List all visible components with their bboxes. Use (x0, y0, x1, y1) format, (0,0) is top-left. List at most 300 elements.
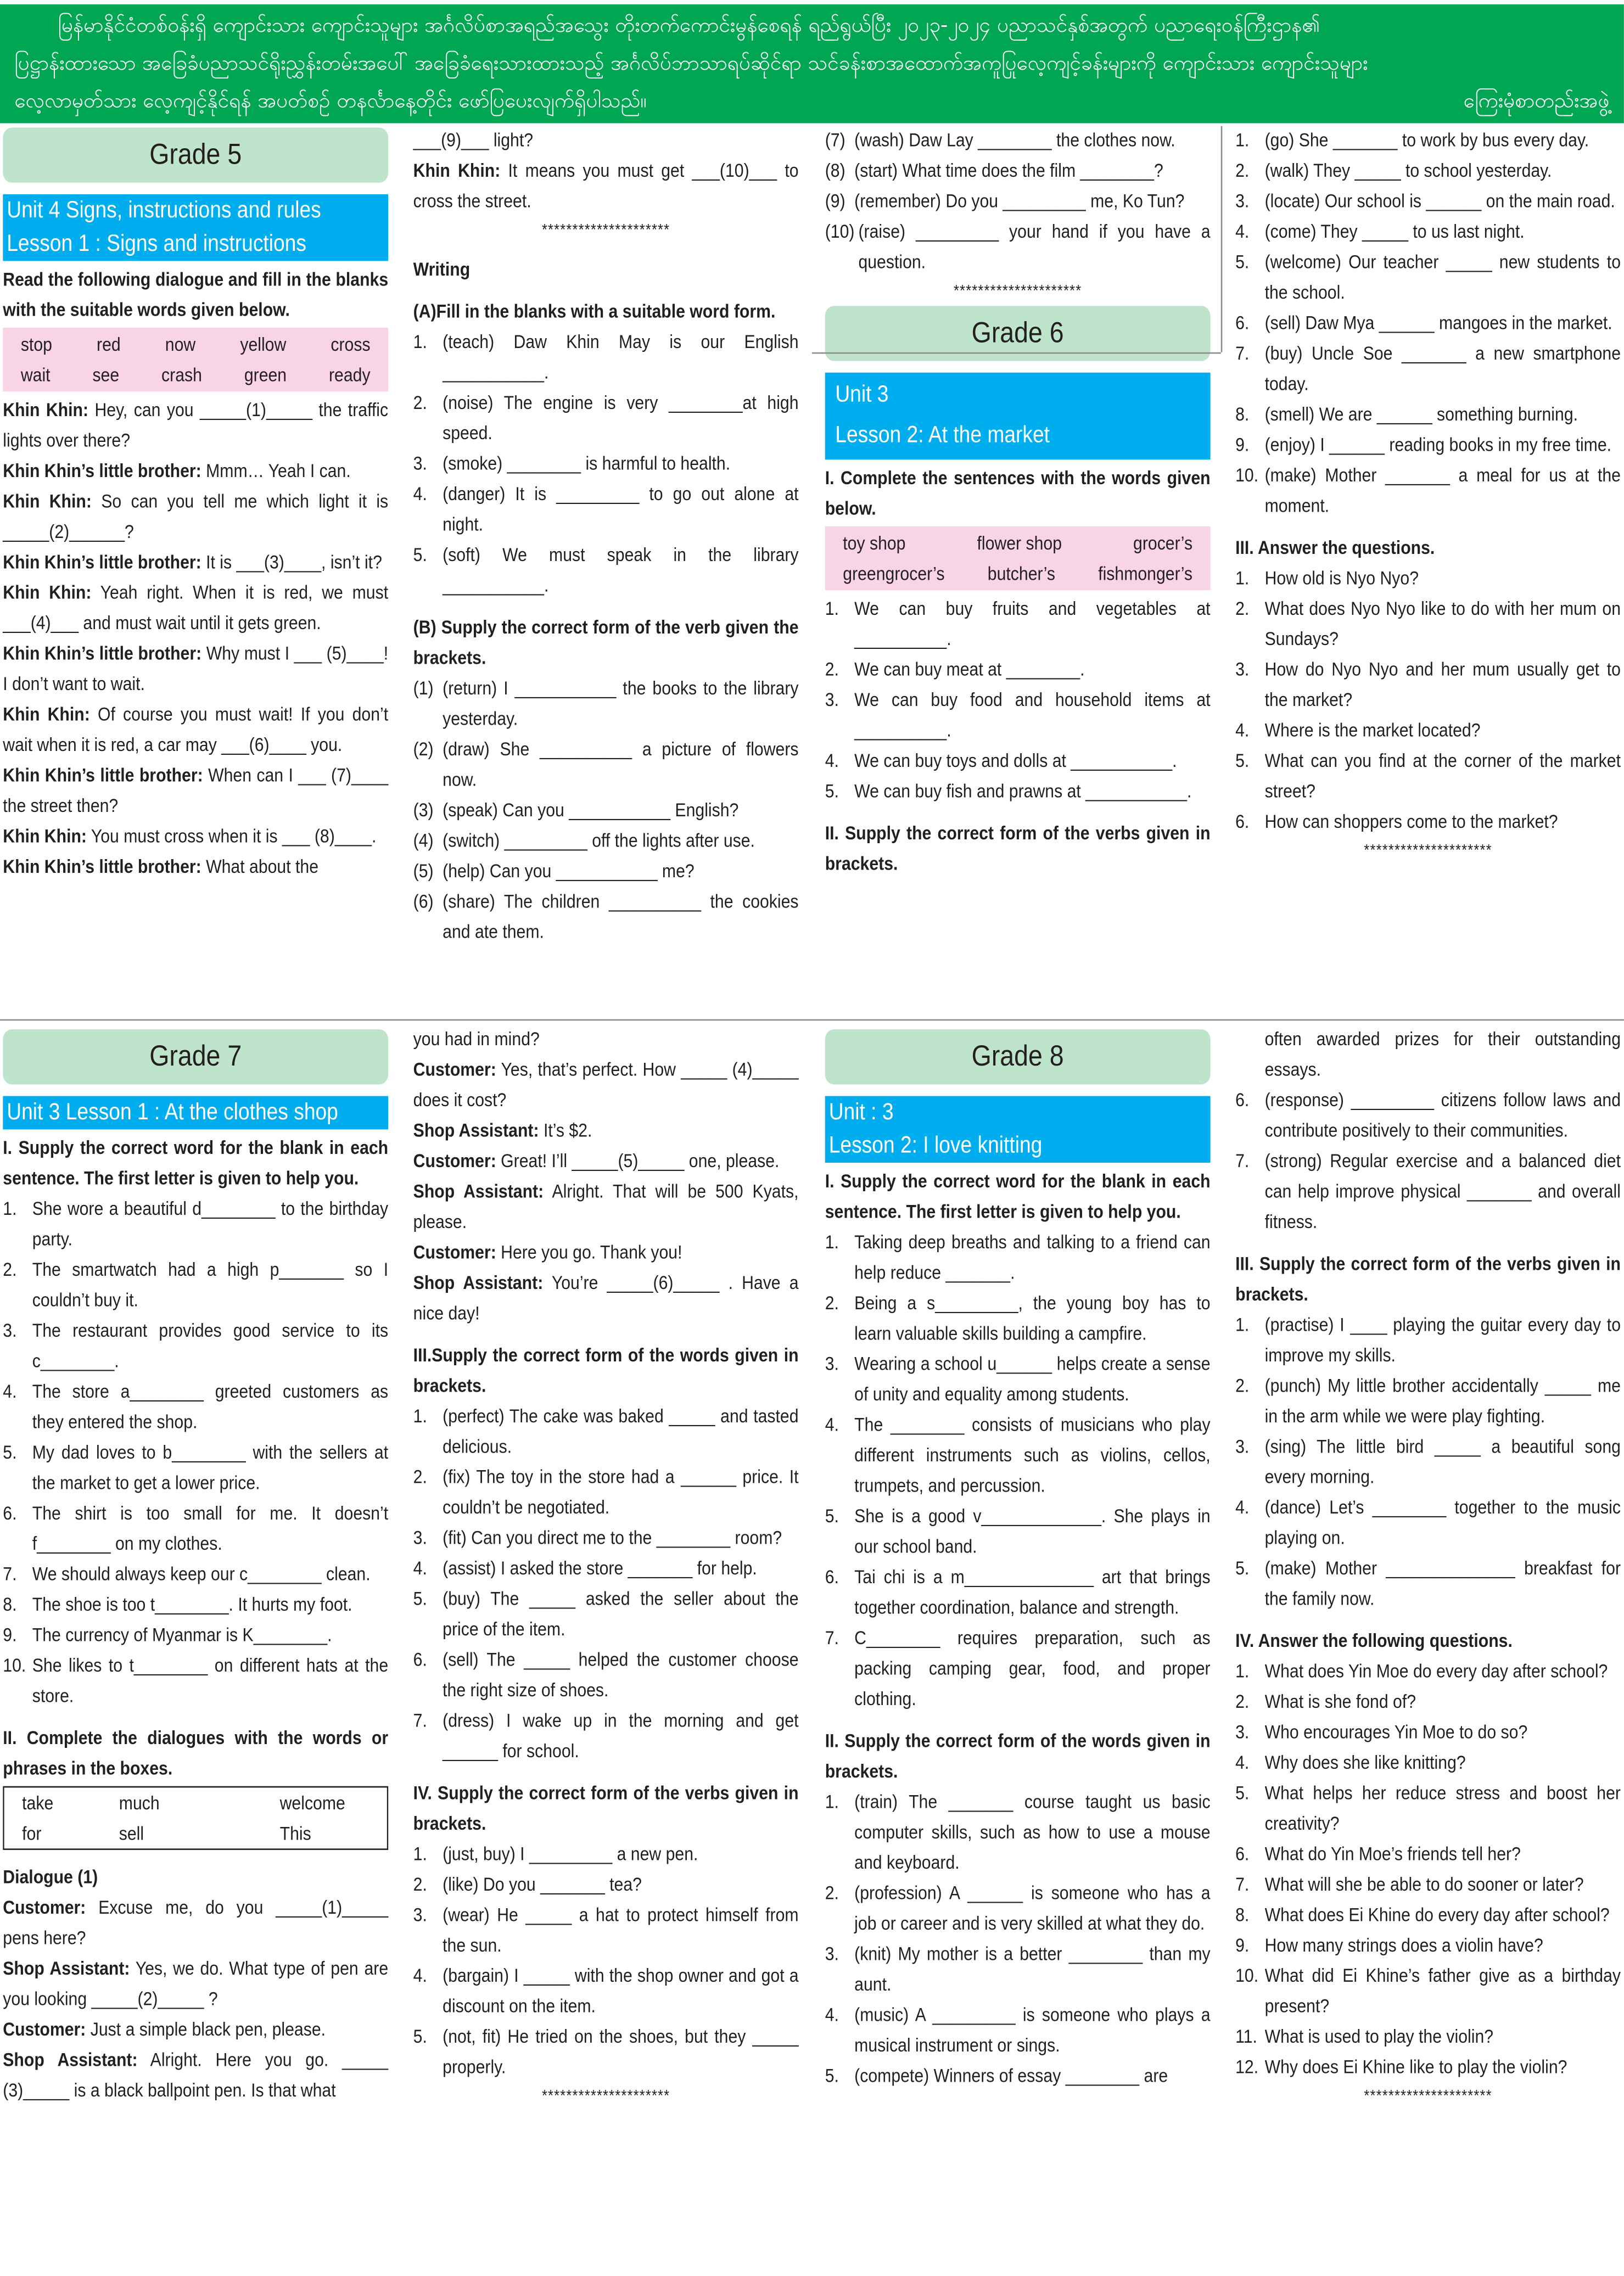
item-number: (9) (825, 189, 845, 212)
exercise-item (825, 593, 1211, 654)
grade7-continued-column (413, 1024, 799, 2111)
item-text: (music) A _________ is someone who plays a musical instrument or sings. (854, 2003, 1211, 2056)
exercise-item (413, 672, 799, 733)
item-number: 5. (825, 1505, 839, 1527)
item-number: 3. (3, 1319, 17, 1341)
dialogue-text: So can you tell me which light it is _____(2)______? (3, 490, 389, 542)
separator-stars: ********************* (1364, 2088, 1492, 2105)
item-number: 5. (413, 1587, 427, 1610)
section-heading: II. Supply the correct form of the verbs given in brackets. (825, 822, 1211, 874)
item-number: 2. (1235, 597, 1250, 619)
dialogue-text: Alright. Here you go. _____ (3)_____ is a black ballpoint pen. Is that what (3, 2048, 389, 2101)
word-option: This (279, 1822, 311, 1845)
item-text: (soft) We must speak in the library ___________. (443, 543, 799, 596)
exercise-item (413, 886, 799, 947)
section-heading: IV. Answer the following questions. (1235, 1629, 1513, 1652)
exercise-item (413, 1899, 799, 1960)
item-number: (3) (413, 799, 434, 821)
item-number: 5. (1235, 1781, 1250, 1804)
exercise-item (825, 1561, 1211, 1622)
item-text: She is a good v_____________. She plays in our school band. (854, 1505, 1211, 1557)
exercise-item (1235, 806, 1621, 836)
item-text: Tai chi is a m______________ art that brings together coordination, balance and strength. (854, 1566, 1211, 1618)
section-heading: I. Supply the correct word for the blank in each sentence. The first letter is given to help you. (825, 1170, 1211, 1223)
item-text: The smartwatch had a high p_______ so I couldn’t buy it. (32, 1258, 389, 1311)
section-heading: (B) Supply the correct form of the verb given the brackets. (413, 616, 799, 669)
dialogue-text: You’re _____(6)_____ . Have a nice day! (413, 1271, 799, 1324)
exercise-item (825, 654, 1211, 684)
grade-title: Grade 8 (825, 1029, 1211, 1084)
item-text: (not, fit) He tried on the shoes, but they _____ properly. (443, 2025, 799, 2078)
exercise-item (1235, 1686, 1621, 1716)
item-text: (draw) She __________ a picture of flowers now. (443, 738, 799, 791)
item-text: She wore a beautiful d________ to the birthday party. (32, 1197, 389, 1250)
section-heading: IV. Supply the correct form of the verbs given in brackets. (413, 1781, 799, 1834)
item-number: 7. (413, 1709, 427, 1731)
word-box-row (843, 528, 1192, 558)
dialogue-text: Just a simple black pen, please. (86, 2018, 326, 2040)
section-heading: Read the following dialogue and fill in the blanks with the suitable words given below. (3, 268, 389, 321)
exercise-item (1235, 1838, 1621, 1869)
exercise-item (413, 1644, 799, 1705)
item-number: 7. (825, 1627, 839, 1649)
item-text: (like) Do you _______ tea? (443, 1873, 642, 1895)
dialogue-text: Why must I ___ (5)____! I don’t want to wait. (3, 642, 389, 695)
item-number: 6. (1235, 1842, 1250, 1865)
item-text: The restaurant provides good service to its c________. (32, 1319, 389, 1372)
exercise-item (413, 387, 799, 448)
dialogue-line (3, 851, 388, 881)
item-number: 2. (825, 658, 839, 680)
item-number: 9. (1235, 433, 1250, 456)
item-number: (7) (825, 129, 845, 151)
unit-banner (3, 1096, 388, 1130)
exercise-item (413, 733, 799, 794)
item-number: 2. (413, 1873, 427, 1895)
item-number: 10. (3, 1654, 26, 1676)
exercise-item (825, 186, 1211, 216)
word-option: sell (119, 1822, 144, 1845)
word-option: greengrocer’s (843, 562, 945, 585)
item-text: Taking deep breaths and talking to a friend can help reduce _______. (854, 1231, 1211, 1283)
exercise-item (3, 1559, 388, 1589)
item-number: 2. (1235, 1690, 1250, 1713)
word-option: toy shop (843, 532, 906, 554)
dialogue-line (413, 1237, 799, 1267)
item-number: 8. (1235, 403, 1250, 425)
word-option: butcher’s (987, 562, 1055, 585)
item-number: (4) (413, 829, 434, 851)
word-box (3, 328, 388, 391)
exercise-item (825, 776, 1211, 806)
dialogue-line (413, 1024, 799, 1054)
dialogue-line (3, 2044, 388, 2105)
exercise-item (413, 1461, 799, 1522)
word-option: red (97, 333, 121, 356)
intro-banner (0, 4, 1624, 124)
exercise-item (1235, 186, 1621, 216)
exercise-item (413, 479, 799, 540)
exercise-item (1235, 125, 1621, 155)
dialogue-text: ___(9)___ light? (413, 129, 534, 151)
item-text: (smoke) ________ is harmful to health. (443, 452, 731, 474)
item-number: 1. (413, 330, 427, 352)
grade8-column (825, 1029, 1211, 2090)
section-heading: II. Supply the correct form of the words given in brackets. (825, 1729, 1211, 1782)
speaker-name: Customer: (3, 2018, 86, 2040)
exercise-item (825, 216, 1211, 277)
item-number: 4. (1235, 719, 1250, 741)
item-text: What can you find at the corner of the market street? (1264, 749, 1621, 802)
item-number: 5. (1235, 250, 1250, 273)
dialogue-line (3, 577, 388, 638)
exercise-item (825, 1622, 1211, 1713)
item-text: Who encourages Yin Moe to do so? (1264, 1720, 1528, 1743)
word-option: green (244, 363, 287, 386)
item-text: (welcome) Our teacher _____ new students to the school. (1264, 250, 1621, 303)
exercise-item (1235, 1869, 1621, 1899)
exercise-item (1235, 246, 1621, 307)
unit-banner-line: Unit 3 (835, 383, 889, 408)
unit-banner-line: Lesson 1 : Signs and instructions (7, 232, 306, 257)
dialogue-text: Yes, we do. What type of pen are you looking _____(2)_____ ? (3, 1957, 389, 2010)
dialogue-text: Here you go. Thank you! (496, 1241, 682, 1263)
exercise-item (825, 2060, 1211, 2090)
grade5-column (3, 127, 388, 881)
exercise-item (3, 1437, 388, 1498)
section-heading: II. Complete the dialogues with the words or phrases in the boxes. (3, 1726, 389, 1779)
item-number: 6. (1235, 1089, 1250, 1111)
item-text: (strong) Regular exercise and a balanced diet can help improve physical _______ and overall fitness. (1264, 1150, 1621, 1232)
separator-stars: ********************* (953, 282, 1082, 300)
exercise-item (825, 1348, 1211, 1409)
exercise-item (825, 1999, 1211, 2060)
word-option: welcome (279, 1792, 345, 1814)
exercise-item (825, 125, 1211, 155)
item-number: 5. (1235, 749, 1250, 772)
item-text: (response) _________ citizens follow laws and contribute positively to their communities. (1264, 1089, 1621, 1141)
item-number: 10. (1235, 1964, 1259, 1987)
item-text: We should always keep our c________ clean. (32, 1562, 371, 1585)
item-text: (fit) Can you direct me to the ________ room? (443, 1526, 782, 1549)
exercise-item (1235, 1553, 1621, 1614)
item-text: Being a s_________, the young boy has to learn valuable skills building a campfire. (854, 1292, 1211, 1344)
exercise-item (1235, 654, 1621, 715)
item-number: 2. (413, 391, 427, 413)
unit-banner-line: Unit : 3 (828, 1100, 894, 1125)
item-text: (raise) _________ your hand if you have a question. (858, 220, 1211, 273)
dialogue-line (3, 394, 388, 455)
item-number: 1. (825, 1231, 839, 1253)
item-text: (dance) Let’s ________ together to the music playing on. (1264, 1496, 1621, 1549)
section-heading: Writing (413, 258, 471, 280)
item-number: 5. (413, 543, 427, 565)
item-number: 9. (1235, 1934, 1250, 1956)
item-number: (1) (413, 677, 434, 699)
exercise-item (1235, 1370, 1621, 1431)
item-number: (10) (825, 220, 855, 243)
item-text: (buy) The _____ asked the seller about the price of the item. (443, 1587, 799, 1640)
item-number: 5. (3, 1441, 17, 1463)
item-number: 1. (413, 1405, 427, 1427)
dialogue-text: Of course you must wait! If you don’t wait when it is red, a car may ___(6)____ you. (3, 703, 389, 755)
box-border-right (1221, 126, 1223, 352)
item-number: 7. (1235, 1873, 1250, 1895)
word-option: wait (20, 363, 51, 386)
dialogue-line (3, 547, 388, 577)
exercise-item (1235, 1747, 1621, 1777)
item-text: (sell) The _____ helped the customer choose the right size of shoes. (443, 1648, 799, 1701)
dialogue-text: Alright. That will be 500 Kyats, please. (413, 1180, 799, 1232)
word-box-row (21, 360, 371, 390)
dialogue-line (413, 1267, 799, 1328)
word-option: cross (331, 333, 371, 356)
exercise-item (413, 825, 799, 855)
exercise-item (825, 1287, 1211, 1348)
speaker-name: Customer: (413, 1058, 496, 1080)
word-option: much (119, 1792, 160, 1814)
item-text: The currency of Myanmar is K________. (32, 1623, 332, 1646)
exercise-item (1235, 1930, 1621, 1960)
exercise-item (1235, 1024, 1621, 1085)
dialogue-text: Mmm… Yeah I can. (201, 459, 351, 481)
item-text: How many strings does a violin have? (1264, 1934, 1543, 1956)
item-number: 12. (1235, 2055, 1259, 2078)
item-text: (smell) We are ______ something burning. (1264, 403, 1578, 425)
speaker-name: Khin Khin’s little brother: (3, 459, 201, 481)
exercise-item (413, 1838, 799, 1869)
exercise-item (1235, 745, 1621, 806)
exercise-item (3, 1315, 388, 1376)
exercise-item (413, 539, 799, 600)
item-number: 6. (3, 1502, 17, 1524)
dialogue-line (3, 638, 388, 699)
exercise-item (413, 2021, 799, 2082)
exercise-item (1235, 715, 1621, 745)
item-text: What do Yin Moe’s friends tell her? (1264, 1842, 1521, 1865)
dialogue-text: What about the (201, 855, 319, 877)
item-text: Wearing a school u______ helps create a sense of unity and equality among students. (854, 1353, 1211, 1405)
item-text: (remember) Do you _________ me, Ko Tun? (854, 189, 1185, 212)
item-text: The shirt is too small for me. It doesn’t f________ on my clothes. (32, 1502, 389, 1555)
speaker-name: Shop Assistant: (3, 1957, 130, 1979)
item-number: 6. (413, 1648, 427, 1670)
dialogue-line (413, 1115, 799, 1145)
exercise-item (1235, 1492, 1621, 1553)
item-text: How can shoppers come to the market? (1264, 810, 1558, 832)
item-number: (2) (413, 738, 434, 760)
dialogue-line (413, 125, 799, 155)
item-text: (walk) They _____ to school yesterday. (1264, 159, 1552, 182)
exercise-item (1235, 1778, 1621, 1838)
speaker-name: Customer: (413, 1150, 496, 1171)
exercise-item (1235, 429, 1621, 459)
grade8-continued-column (1235, 1024, 1621, 2111)
item-text: (share) The children __________ the cookies and ate them. (443, 890, 799, 943)
item-number: 3. (1235, 658, 1250, 680)
exercise-item (1235, 307, 1621, 338)
item-text: The shoe is too t________. It hurts my foot. (32, 1593, 352, 1616)
word-option: flower shop (977, 532, 1062, 554)
item-text: We can buy food and household items at __________. (854, 688, 1211, 741)
exercise-item (1235, 1899, 1621, 1930)
grade7-column (3, 1029, 388, 2105)
item-text: (make) Mother ______________ breakfast for the family now. (1264, 1557, 1621, 1610)
word-option: see (92, 363, 120, 386)
word-option: now (165, 333, 196, 356)
item-text: (train) The _______ course taught us basic computer skills, such as how to use a mouse and keyboard. (854, 1790, 1211, 1874)
item-text: (make) Mother _______ a meal for us at the moment. (1264, 464, 1621, 517)
item-number: 4. (1235, 1496, 1250, 1518)
item-text: (dress) I wake up in the morning and get ______ for school. (443, 1709, 799, 1762)
dialogue-text: Great! I’ll _____(5)_____ one, please. (496, 1150, 780, 1171)
exercise-item (413, 448, 799, 478)
item-text: (sing) The little bird _____ a beautiful song every morning. (1264, 1435, 1621, 1488)
item-number: 4. (1235, 220, 1250, 243)
item-text: (noise) The engine is very ________at high speed. (443, 391, 799, 444)
intro-line-2: ပြဋ္ဌာန်းထားသော အခြေခံပညာသင်ရိုးညွှန်းတမ်းအပေါ် အခြေခံရေးသားထားသည့် အင်္ဂလိပ်ဘာသာရပ်ဆိုင်ရာ သင်ခန်းစာအထောက်အကူပြုလေ့ကျင့်ခန်းများကို ကျောင်းသား ကျောင်းသူများ (14, 52, 1368, 76)
dialogue-text: When can I ___ (7)____ the street then? (3, 764, 389, 816)
exercise-item (413, 794, 799, 825)
word-option: for (22, 1822, 42, 1845)
item-text: What is used to play the violin? (1264, 2025, 1494, 2048)
item-number: 1. (825, 1790, 839, 1813)
exercise-item (3, 1376, 388, 1437)
item-number: 7. (1235, 1150, 1250, 1171)
item-number: 2. (413, 1466, 427, 1488)
item-text: (just, buy) I _________ a new pen. (443, 1842, 698, 1865)
item-number: 3. (1235, 1720, 1250, 1743)
exercise-item (1235, 338, 1621, 399)
item-text: We can buy fruits and vegetables at __________. (854, 597, 1211, 650)
item-text: We can buy meat at ________. (854, 658, 1085, 680)
unit-banner-line: Lesson 2: I love knitting (828, 1134, 1043, 1159)
item-number: 5. (1235, 1557, 1250, 1579)
item-number: 1. (3, 1197, 17, 1220)
item-number: 7. (3, 1562, 17, 1585)
exercise-item (3, 1193, 388, 1254)
item-text: (practise) I ____ playing the guitar every day to improve my skills. (1264, 1313, 1621, 1366)
item-number: 8. (3, 1593, 17, 1616)
item-number: 4. (825, 749, 839, 772)
speaker-name: Shop Assistant: (413, 1119, 539, 1141)
item-number: 10. (1235, 464, 1259, 486)
word-option: grocer’s (1133, 532, 1193, 554)
exercise-item (1235, 593, 1621, 654)
speaker-name: Khin Khin’s little brother: (3, 855, 201, 877)
word-box (825, 526, 1211, 590)
exercise-item (1235, 216, 1621, 246)
item-text: (switch) _________ off the lights after use. (443, 829, 755, 851)
exercise-item (1235, 1145, 1621, 1236)
item-number: 2. (825, 1882, 839, 1904)
separator-stars: ********************* (1364, 842, 1492, 860)
word-option: crash (161, 363, 202, 386)
exercise-item (825, 155, 1211, 186)
exercise-item (413, 1400, 799, 1461)
item-text: (sell) Daw Mya ______ mangoes in the market. (1264, 311, 1612, 334)
exercise-item (1235, 1309, 1621, 1370)
exercise-item (413, 1553, 799, 1583)
item-text: What does Nyo Nyo like to do with her mum on Sundays? (1264, 597, 1621, 650)
item-number: 6. (1235, 311, 1250, 334)
exercise-item (825, 1938, 1211, 1999)
item-text: The ________ consists of musicians who play different instruments such as violins, cellos, trumpets, and percussion. (854, 1413, 1211, 1496)
item-text: (locate) Our school is ______ on the main road. (1264, 189, 1615, 212)
item-number: 4. (413, 1557, 427, 1579)
section-heading: (A)Fill in the blanks with a suitable word form. (413, 300, 776, 322)
item-text: often awarded prizes for their outstanding essays. (1264, 1028, 1621, 1080)
editorial-signature: ကြေးမုံစာတည်းအဖွဲ့ (1463, 89, 1610, 113)
dialogue-text: You must cross when it is ___ (8)____. (87, 825, 377, 847)
speaker-name: Khin Khin’s little brother: (3, 551, 201, 573)
dialogue-text: It is ___(3)____, isn’t it? (201, 551, 382, 573)
exercise-item (825, 1500, 1211, 1561)
item-number (1235, 1024, 1264, 1085)
exercise-item (1235, 155, 1621, 186)
dialogue-line (3, 699, 388, 760)
exercise-item (1235, 1717, 1621, 1747)
word-box-row (843, 558, 1192, 588)
section-heading: I. Complete the sentences with the words given below. (825, 467, 1211, 519)
unit-banner (825, 373, 1211, 459)
word-option: stop (20, 333, 52, 356)
item-number: 9. (3, 1623, 17, 1646)
exercise-item (3, 1589, 388, 1619)
speaker-name: Shop Assistant: (413, 1271, 544, 1293)
exercise-item (825, 1226, 1211, 1287)
item-number: 1. (825, 597, 839, 619)
item-number: 2. (1235, 159, 1250, 182)
exercise-item (825, 1877, 1211, 1938)
unit-banner-line: Unit 4 Signs, instructions and rules (7, 198, 321, 223)
section-divider (0, 1019, 1624, 1021)
item-text: (speak) Can you ___________ English? (443, 799, 739, 821)
speaker-name: Customer: (413, 1241, 496, 1263)
separator-stars: ********************* (541, 2088, 670, 2105)
speaker-name: Khin Khin: (3, 490, 92, 512)
speaker-name: Shop Assistant: (3, 2048, 138, 2071)
item-number: 4. (825, 2003, 839, 2026)
item-text: (punch) My little brother accidentally _____ me in the arm while we were play fighting. (1264, 1374, 1621, 1427)
word-box (3, 1786, 388, 1850)
item-text: My dad loves to b________ with the sellers at the market to get a lower price. (32, 1441, 389, 1494)
dialogue-line (3, 760, 388, 821)
item-number: 3. (825, 1942, 839, 1965)
speaker-name: Customer: (3, 1896, 86, 1919)
exercise-item (1235, 1960, 1621, 2021)
speaker-name: Khin Khin: (3, 399, 89, 421)
item-text: (help) Can you ___________ me? (443, 860, 695, 882)
item-text: (start) What time does the film ________? (854, 159, 1163, 182)
item-text: (perfect) The cake was baked _____ and tasted delicious. (443, 1405, 799, 1457)
intro-line-3-text: လေ့လာမှတ်သား လေ့ကျင့်နိုင်ရန် အပတ်စဉ် တနင်္လာနေ့တိုင်း ဖော်ပြပေးလျက်ရှိပါသည်။ (14, 89, 647, 113)
exercise-item (1235, 2051, 1621, 2082)
item-number: 1. (1235, 1660, 1250, 1682)
item-text: (go) She _______ to work by bus every day. (1264, 129, 1589, 151)
item-text: C________ requires preparation, such as packing camping gear, food, and proper clothing. (854, 1627, 1211, 1709)
exercise-item (3, 1254, 388, 1315)
item-number: (5) (413, 860, 434, 882)
grade5-continued-column (413, 125, 799, 946)
exercise-item (1235, 399, 1621, 429)
item-text: (return) I ___________ the books to the library yesterday. (443, 677, 799, 730)
dialogue-text: Yeah right. When it is red, we must ___(4)___ and must wait until it gets green. (3, 581, 389, 634)
item-number: 4. (3, 1380, 17, 1402)
section-heading: I. Supply the correct word for the blank in each sentence. The first letter is given to help you. (3, 1136, 389, 1189)
item-number: 1. (1235, 567, 1250, 589)
item-number: 3. (1235, 189, 1250, 212)
